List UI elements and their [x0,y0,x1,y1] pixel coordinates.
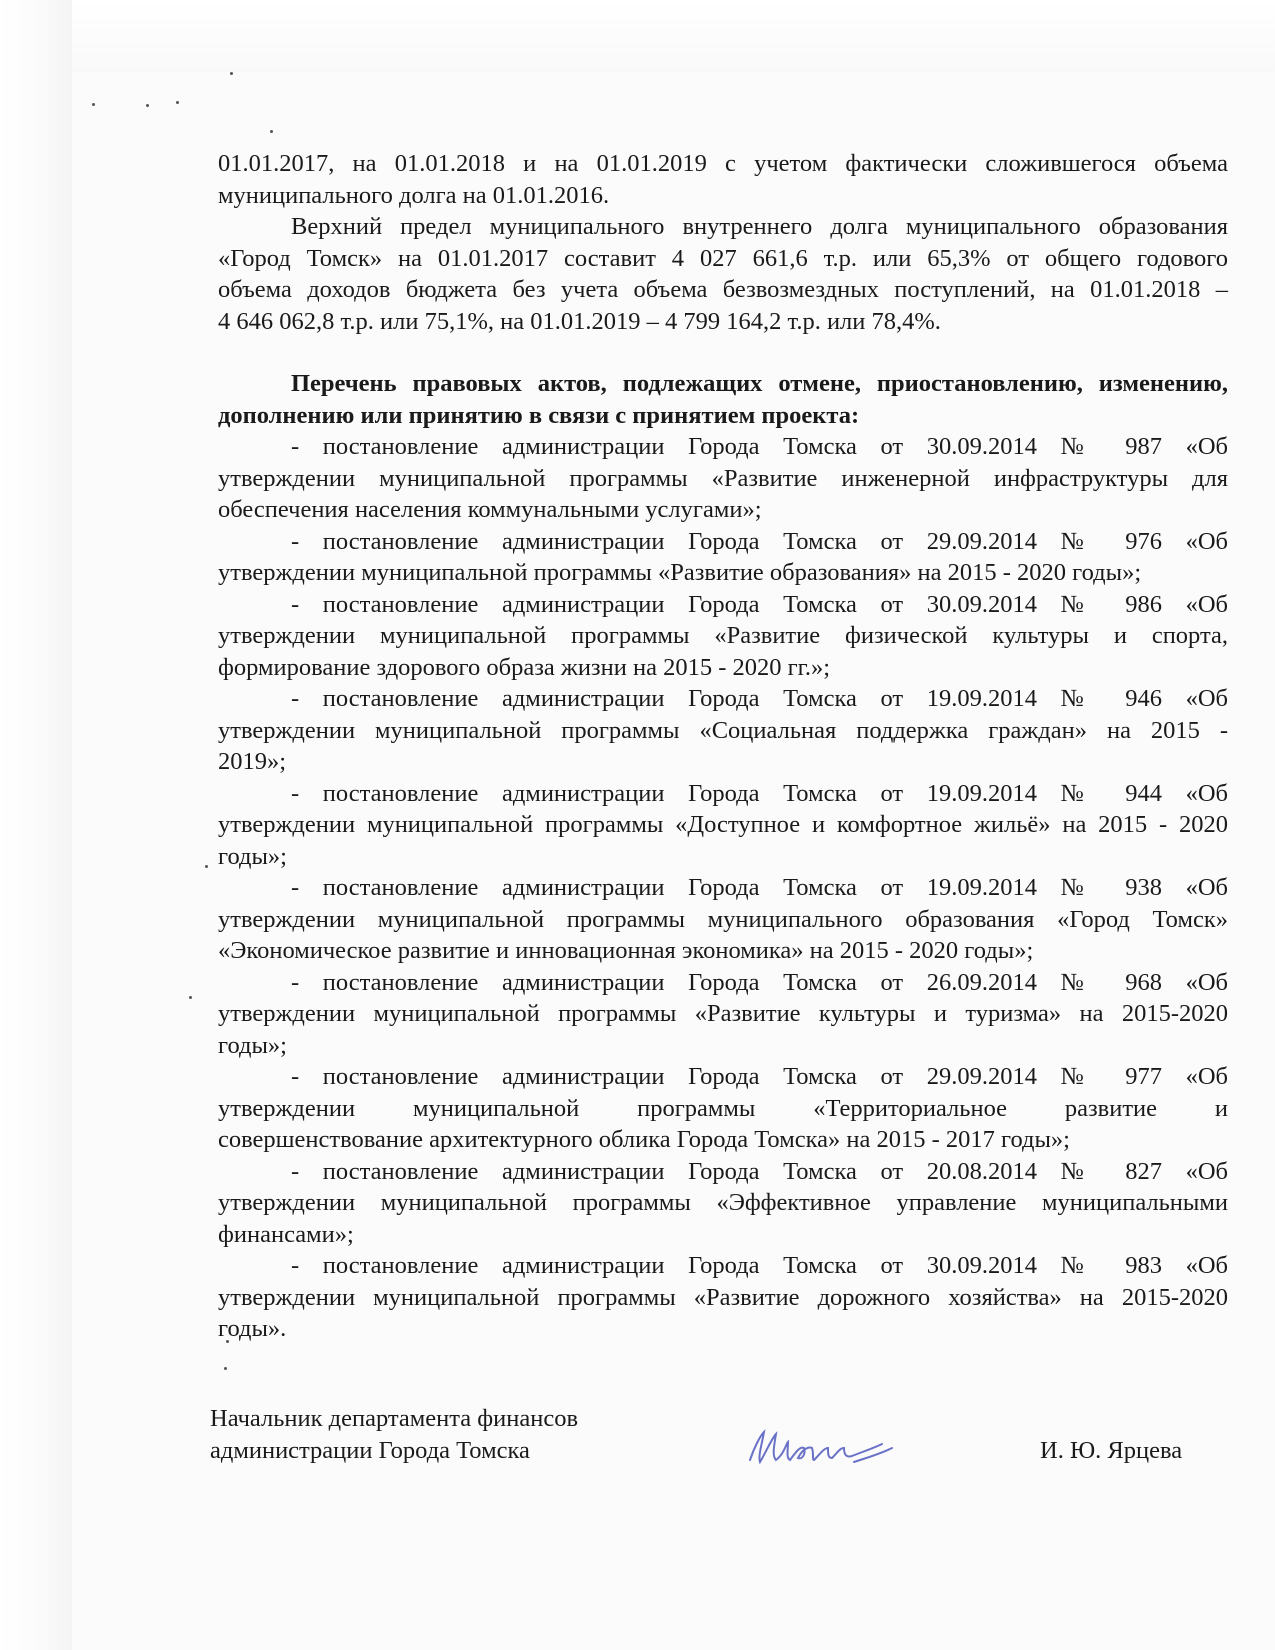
text-line: обеспечения населения коммунальными услугами»; [218,496,762,523]
heading-line: дополнению или принятию в связи с принятием проекта: [218,401,860,429]
upper-limit-paragraph [218,211,1228,337]
section-heading [218,368,1228,431]
act-item [218,1156,1228,1251]
text-line: Верхний предел муниципального внутреннего долга муниципального образования [291,213,1228,240]
signatory-position-line: Начальник департамента финансов [210,1405,579,1432]
text-line: - постановление администрации Города Томска от 30.09.2014 № 983 «Об [291,1252,1228,1279]
text-line: 4 646 062,8 т.р. или 75,1%, на 01.01.2019 – 4 799 164,2 т.р. или 78,4%. [218,307,941,335]
text-line: - постановление администрации Города Томска от 19.09.2014 № 946 «Об [291,685,1228,712]
text-line: 01.01.2017, на 01.01.2018 и на 01.01.2019 с учетом фактически сложившегося объема [218,150,1228,177]
text-line: утверждении муниципальной программы «Доступное и комфортное жильё» на 2015 - 2020 [218,811,1228,838]
signatory-name: И. Ю. Ярцева [1040,1437,1183,1464]
document-body [218,148,1228,1345]
continuation-paragraph [218,148,1228,211]
act-item [218,526,1228,589]
text-line: утверждении муниципальной программы «Социальная поддержка граждан» на 2015 - [218,716,1228,744]
act-item [218,431,1228,526]
text-line: утверждении муниципальной программы «Эффективное управление муниципальными [218,1189,1228,1216]
act-item [218,589,1228,684]
text-line: утверждении муниципальной программы «Развитие дорожного хозяйства» на 2015-2020 [218,1283,1228,1311]
text-line: годы»; [218,842,287,870]
text-line: - постановление администрации Города Томска от 30.09.2014 № 986 «Об [291,590,1228,618]
act-item [218,967,1228,1062]
text-line: муниципального долга на 01.01.2016. [218,181,610,209]
act-item [218,872,1228,967]
act-item [218,683,1228,778]
act-item [218,778,1228,873]
text-line: 2019»; [218,748,287,775]
text-line: годы»; [218,1031,287,1059]
text-line: формирование здорового образа жизни на 2015 - 2020 гг.»; [218,653,831,681]
signature-stroke [750,1432,892,1462]
text-line: утверждении муниципальной программы «Развитие физической культуры и спорта, [218,622,1228,649]
text-line: - постановление администрации Города Томска от 29.09.2014 № 977 «Об [291,1063,1228,1090]
handwritten-signature [742,1418,922,1478]
signatory-position [210,1403,578,1467]
text-line: утверждении муниципальной программы муниципального образования «Город Томск» [218,905,1228,933]
text-line: - постановление администрации Города Томска от 26.09.2014 № 968 «Об [291,968,1228,996]
text-line: утверждении муниципальной программы «Территориальное развитие и [218,1094,1228,1122]
text-line: утверждении муниципальной программы «Развитие инженерной инфраструктуры для [218,464,1228,492]
text-line: - постановление администрации Города Томска от 29.09.2014 № 976 «Об [291,527,1228,555]
act-item [218,1061,1228,1156]
text-line: - постановление администрации Города Томска от 19.09.2014 № 938 «Об [291,874,1228,901]
text-line: - постановление администрации Города Томска от 20.08.2014 № 827 «Об [291,1157,1228,1185]
text-line: финансами»; [218,1220,354,1248]
text-line: «Экономическое развитие и инновационная экономика» на 2015 - 2020 годы»; [218,937,1034,964]
text-line: годы». [218,1315,287,1342]
text-line: утверждении муниципальной программы «Развитие образования» на 2015 - 2020 годы»; [218,559,1142,586]
heading-line: Перечень правовых актов, подлежащих отмене, приостановлению, изменению, [291,370,1228,397]
text-line: «Город Томск» на 01.01.2017 составит 4 027 661,6 т.р. или 65,3% от общего годового [218,244,1228,272]
text-line: утверждении муниципальной программы «Развитие культуры и туризма» на 2015-2020 [218,1000,1228,1027]
text-line: - постановление администрации Города Томска от 30.09.2014 № 987 «Об [291,433,1228,460]
text-line: объема доходов бюджета без учета объема безвозмездных поступлений, на 01.01.2018 – [218,276,1228,303]
signatory-position-line: администрации Города Томска [210,1437,530,1464]
text-line: совершенствование архитектурного облика Города Томска» на 2015 - 2017 годы»; [218,1126,1070,1153]
act-item [218,1250,1228,1345]
text-line: - постановление администрации Города Томска от 19.09.2014 № 944 «Об [291,779,1228,807]
